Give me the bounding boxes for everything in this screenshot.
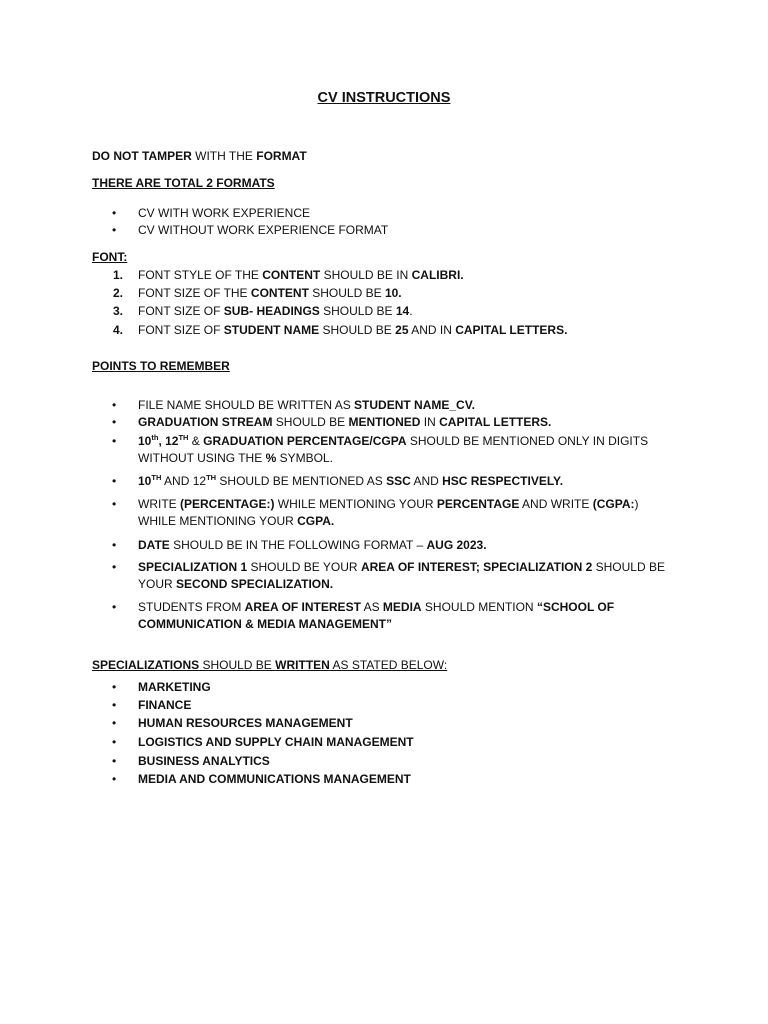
text: AND IN [408,323,456,337]
item-number: 4. [113,323,124,337]
text: SHOULD BE [272,415,349,429]
bullet-icon: • [112,698,117,712]
with-the: WITH THE [191,149,257,163]
list-item [92,433,692,473]
text: IN [420,415,440,429]
bullet-icon: • [112,415,117,429]
text-bold: (PERCENTAGE:) [180,497,275,511]
bullet-icon: • [112,754,117,768]
format-item-label: CV WITH WORK EXPERIENCE [138,206,311,220]
text: SHOULD BE MENTIONED AS [216,474,387,488]
list-item [92,397,692,414]
specializations-list [92,679,692,789]
list-item [92,496,692,537]
text: YOUR [138,577,177,591]
text: WHILE MENTIONING YOUR [274,497,437,511]
text: AND WRITE [519,497,593,511]
text: FONT STYLE OF THE [138,268,263,282]
text-bold: STUDENT NAME [223,323,320,337]
text: SHOULD BE [319,323,396,337]
specialization-label: FINANCE [138,698,192,712]
page-title: CV INSTRUCTIONS [317,90,451,106]
bullet-icon: • [112,538,117,552]
specializations-heading [92,657,692,674]
bullet-icon: • [112,398,117,412]
text-bold: GRADUATION PERCENTAGE/CGPA [203,434,407,448]
list-item [92,771,692,789]
text: WITHOUT USING THE [138,451,266,465]
list-item [92,205,692,222]
bullet-icon: • [112,560,117,574]
format-word: FORMAT [256,149,307,163]
text: AND [410,474,443,488]
text: SHOULD BE IN THE FOLLOWING FORMAT – [169,538,427,552]
bullet-icon: • [112,735,117,749]
text: . [409,304,413,318]
bullet-icon: • [112,223,117,237]
text-bold: 14 [395,304,410,318]
text: SHOULD BE [592,560,665,574]
text: FONT SIZE OF [138,323,224,337]
list-item [92,559,692,599]
text: FILE NAME SHOULD BE WRITTEN AS [138,398,355,412]
total-formats-heading: THERE ARE TOTAL 2 FORMATS [92,176,275,190]
points-heading: POINTS TO REMEMBER [92,359,230,373]
bullet-icon: • [112,600,117,614]
specialization-label: HUMAN RESOURCES MANAGEMENT [138,716,353,730]
superscript: th [151,433,159,442]
text: SHOULD BE [308,286,385,300]
bullet-icon: • [112,716,117,730]
text: AS STATED BELOW: [329,658,448,672]
text-bold: (CGPA: [592,497,635,511]
text-bold: CAPITAL LETTERS. [455,323,568,337]
text-bold: AUG 2023. [426,538,487,552]
text-bold: AREA OF INTEREST; SPECIALIZATION 2 [360,560,593,574]
text: WHILE MENTIONING YOUR [138,514,298,528]
item-number: 3. [113,304,124,318]
text-bold: CONTENT [262,268,321,282]
list-item [92,697,692,715]
bullet-icon: • [112,474,117,488]
list-item [92,285,692,303]
text-bold: “SCHOOL OF [536,600,615,614]
points-list [92,397,692,639]
list-item [92,679,692,697]
list-item [92,322,692,340]
text: FONT SIZE OF [138,304,224,318]
text: SHOULD MENTION [421,600,537,614]
specialization-label: MARKETING [138,680,211,694]
text-bold: STUDENT NAME_CV. [354,398,475,412]
list-item [92,222,692,239]
text-bold: 10 [138,434,152,448]
text: AND 12 [161,474,207,488]
text: SHOULD BE MENTIONED ONLY IN DIGITS [406,434,649,448]
text: AS [360,600,383,614]
text-bold: PERCENTAGE [436,497,520,511]
text-bold: 25 [395,323,409,337]
intro-line [92,148,692,165]
text: SHOULD BE IN [320,268,412,282]
bullet-icon: • [112,434,117,448]
text: WRITE [138,497,180,511]
text: FONT SIZE OF THE [138,286,251,300]
list-item [92,414,692,433]
bullet-icon: • [112,680,117,694]
text-bold: COMMUNICATION & MEDIA MANAGEMENT” [138,617,392,631]
text-bold: CAPITAL LETTERS. [439,415,552,429]
item-number: 1. [113,268,124,282]
text-bold: AREA OF INTEREST [244,600,361,614]
superscript: TH [151,473,162,482]
list-item [92,537,692,559]
text: ) [634,497,639,511]
text-bold: MEDIA [382,600,422,614]
font-list [92,267,692,340]
bullet-icon: • [112,206,117,220]
text-bold: % [265,451,277,465]
text-bold: , 12 [158,434,179,448]
text-bold: SECOND SPECIALIZATION. [176,577,334,591]
text-bold: CGPA. [297,514,335,528]
text: SHOULD BE [319,304,396,318]
font-heading: FONT: [92,250,128,264]
text-bold: SPECIALIZATIONS [92,658,200,672]
list-item [92,715,692,734]
format-item-label: CV WITHOUT WORK EXPERIENCE FORMAT [138,223,389,237]
specialization-label: BUSINESS ANALYTICS [138,754,270,768]
text-bold: SSC [386,474,411,488]
text-bold: MENTIONED [348,415,421,429]
list-item [92,599,692,639]
text-bold: WRITTEN [275,658,330,672]
superscript: TH [206,473,217,482]
item-number: 2. [113,286,124,300]
list-item [92,267,692,285]
bullet-icon: • [112,497,117,511]
text: STUDENTS FROM [138,600,245,614]
text: SYMBOL. [276,451,333,465]
text-bold: CONTENT [250,286,309,300]
text-bold: HSC RESPECTIVELY. [442,474,564,488]
list-item [92,734,692,753]
text-bold: DATE [138,538,170,552]
text: SHOULD BE YOUR [247,560,361,574]
text-bold: SUB- HEADINGS [223,304,320,318]
text-bold: 10. [384,286,402,300]
bullet-icon: • [112,772,117,786]
formats-list [92,205,692,239]
text-bold: 10 [138,474,152,488]
text-bold: SPECIALIZATION 1 [138,560,248,574]
do-not-tamper: DO NOT TAMPER [92,149,192,163]
superscript: TH [178,433,189,442]
text-bold: GRADUATION STREAM [138,415,273,429]
specialization-label: MEDIA AND COMMUNICATIONS MANAGEMENT [138,772,411,786]
text-bold: CALIBRI. [411,268,464,282]
list-item [92,473,692,496]
specialization-label: LOGISTICS AND SUPPLY CHAIN MANAGEMENT [138,735,414,749]
text: & [188,434,204,448]
text: SHOULD BE [199,658,276,672]
list-item [92,303,692,322]
list-item [92,753,692,771]
